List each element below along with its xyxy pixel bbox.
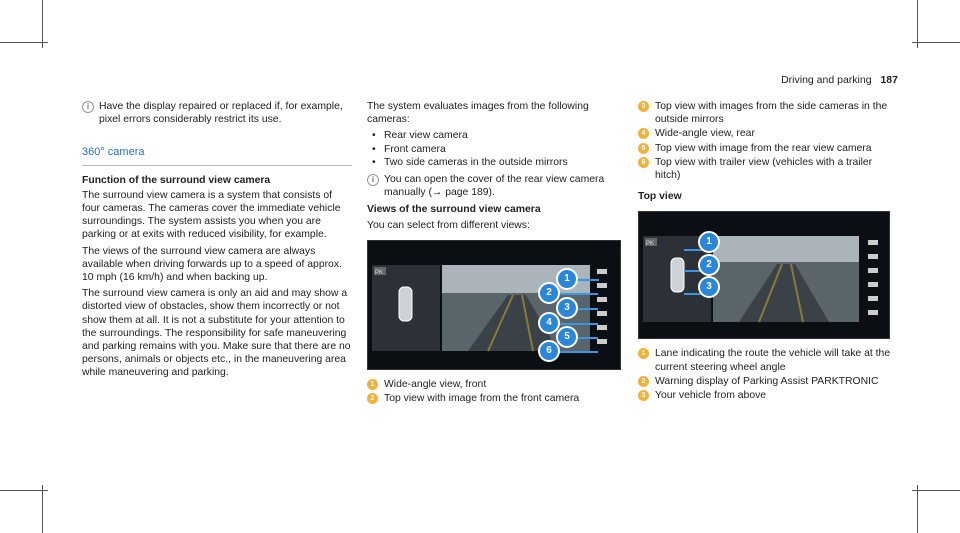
section-name: Driving and parking — [781, 74, 872, 86]
crop-mark — [0, 42, 48, 43]
legend-item — [638, 100, 900, 126]
camera-screen-image — [367, 240, 621, 370]
legend-number: 1 — [638, 348, 649, 359]
paragraph: You can select from different views: — [367, 219, 530, 231]
legend-text: Wide-angle view, rear — [655, 128, 755, 140]
crop-mark — [912, 42, 960, 43]
list-item: • Two side cameras in the outside mirrors — [367, 156, 629, 169]
paragraph: The surround view camera is a system that consists of four cameras. The cameras cover the immediate vehicle surroundings. The system assists you when you are parking or at exits with reduced visibility, for example. — [82, 189, 341, 241]
column-2 — [367, 100, 629, 406]
legend-item — [638, 375, 900, 388]
screen-label: PK — [375, 269, 384, 276]
top-view-heading: Top view — [638, 191, 682, 203]
callout-line — [556, 323, 598, 325]
legend-item — [638, 127, 900, 140]
crop-mark — [0, 490, 48, 491]
legend-number: 1 — [367, 379, 378, 390]
crop-mark — [917, 0, 918, 48]
callout-line — [556, 351, 598, 353]
legend-text: Top view with trailer view (vehicles with a trailer hitch) — [655, 156, 873, 182]
screen-label: PK — [646, 241, 655, 248]
callout-6: 6 — [538, 340, 560, 362]
camera-list — [367, 129, 629, 169]
legend-item — [367, 378, 629, 391]
legend-number: 5 — [638, 143, 649, 154]
camera-view-illustration — [368, 241, 620, 369]
list-item: • Rear view camera — [367, 129, 629, 142]
legend-text: Top view with image from the front camera — [384, 393, 580, 405]
callout-3: 3 — [698, 276, 720, 298]
legend-number: 3 — [638, 390, 649, 401]
paragraph: The views of the surround view camera are always available when driving forwards up to a speed of approx. 10 mph (16 km/h) and when backing up. — [82, 245, 342, 284]
note-text: Have the display repaired or replaced if, for example, pixel errors considerably restrict its use. — [99, 101, 343, 126]
callout-2: 2 — [538, 282, 560, 304]
info-note — [82, 100, 352, 126]
info-icon: i — [82, 101, 94, 113]
page-header — [781, 74, 898, 87]
legend-item — [638, 156, 900, 182]
legend-number: 2 — [638, 376, 649, 387]
paragraph: The system evaluates images from the following cameras: — [367, 101, 589, 126]
legend-number: 6 — [638, 157, 649, 168]
function-heading: Function of the surround view camera — [82, 174, 271, 186]
legend-text: Top view with images from the side cameras in the outside mirrors — [655, 101, 888, 126]
legend-text: Warning display of Parking Assist PARKTRONIC — [655, 375, 879, 387]
crop-mark — [42, 0, 43, 48]
crop-mark — [912, 490, 960, 491]
top-view-screen-image — [638, 211, 890, 339]
legend-text: Your vehicle from above — [655, 390, 767, 402]
legend-item — [638, 389, 900, 402]
info-note — [367, 173, 629, 199]
callout-line — [556, 293, 598, 295]
page-number: 187 — [880, 74, 898, 86]
list-item: • Front camera — [367, 143, 629, 156]
crop-mark — [42, 485, 43, 533]
note-text: You can open the cover of the rear view camera manually (→ page 189). — [384, 174, 605, 199]
top-view-illustration — [639, 212, 889, 338]
legend-item — [638, 347, 900, 373]
section-title: 360° camera — [82, 146, 352, 165]
crop-mark — [917, 485, 918, 533]
callout-4: 4 — [538, 312, 560, 334]
column-1 — [82, 100, 352, 383]
callout-1: 1 — [698, 231, 720, 253]
callout-3: 3 — [556, 297, 578, 319]
legend-text: Top view with image from the rear view camera — [655, 142, 872, 154]
legend-number: 2 — [367, 393, 378, 404]
legend-text: Lane indicating the route the vehicle will take at the current steering wheel angle — [655, 348, 891, 373]
views-heading: Views of the surround view camera — [367, 204, 541, 216]
paragraph: The surround view camera is only an aid and may show a distorted view of obstacles, show them incorrectly or not show them at all. It is not a substitute for your attention to the surroundings. The responsibility for safe maneuvering and parking remains with you. Make sure that there are no persons, animals or objects etc., in the maneuvering area while maneuvering and parking. — [82, 288, 351, 379]
info-icon: i — [367, 174, 379, 186]
column-3 — [638, 100, 900, 403]
legend-text: Wide-angle view, front — [384, 378, 487, 390]
callout-2: 2 — [698, 254, 720, 276]
legend-item — [638, 142, 900, 155]
legend-number: 4 — [638, 128, 649, 139]
legend-item — [367, 392, 629, 405]
callout-5: 5 — [556, 326, 578, 348]
legend-number: 3 — [638, 101, 649, 112]
callout-1: 1 — [556, 268, 578, 290]
